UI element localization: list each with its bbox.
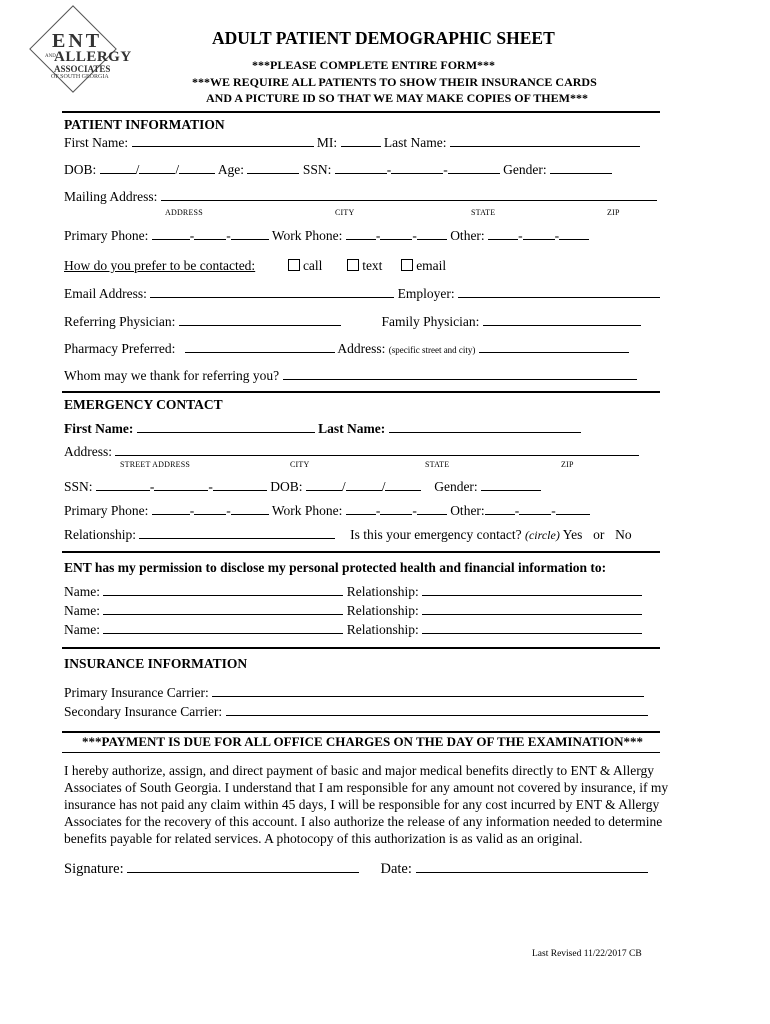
em-ssn-field-2[interactable] bbox=[154, 478, 208, 491]
em-yes-option[interactable]: Yes bbox=[562, 527, 583, 542]
signature-field[interactable] bbox=[127, 859, 359, 873]
mailing-address-field[interactable] bbox=[161, 188, 657, 201]
primary-phone-label: Primary Phone: bbox=[64, 228, 149, 243]
referring-physician-label: Referring Physician: bbox=[64, 314, 176, 329]
authorization-line: benefits payable for related services. A photocopy of this authorization is as valid as an original. bbox=[64, 831, 583, 846]
em-ssn-field-1[interactable] bbox=[96, 478, 150, 491]
row-dob: DOB: / / Age: SSN: - - Gender: bbox=[64, 161, 612, 178]
disclose-row-1 bbox=[64, 583, 642, 600]
em-gender-label: Gender: bbox=[434, 479, 478, 494]
em-relationship-label: Relationship: bbox=[64, 527, 136, 542]
email-checkbox[interactable] bbox=[401, 259, 413, 271]
last-revised-note: Last Revised 11/22/2017 CB bbox=[532, 949, 642, 959]
text-option-label: text bbox=[362, 258, 383, 273]
family-physician-field[interactable] bbox=[483, 313, 641, 326]
em-work-phone-field-3[interactable] bbox=[417, 502, 447, 515]
disclose-row-3 bbox=[64, 621, 642, 638]
disclose-name-field-1[interactable] bbox=[103, 583, 343, 596]
authorization-line: Associates for the recovery of this account. I also authorize the release of any information needed to determine bbox=[64, 814, 663, 829]
em-work-phone-label: Work Phone: bbox=[271, 503, 343, 518]
date-label: Date: bbox=[380, 861, 412, 877]
divider bbox=[62, 647, 660, 649]
divider bbox=[62, 111, 660, 113]
row-phones: Primary Phone: - - Work Phone: - - Other: - - bbox=[64, 227, 589, 244]
logo-allergy: ALLERGY bbox=[54, 49, 132, 65]
first-name-label: First Name: bbox=[64, 135, 129, 150]
ssn-field-1[interactable] bbox=[335, 161, 387, 174]
work-phone-label: Work Phone: bbox=[271, 228, 343, 243]
email-label: Email Address: bbox=[64, 286, 147, 301]
mi-field[interactable] bbox=[341, 134, 381, 147]
gender-field[interactable] bbox=[550, 161, 612, 174]
logo-and: AND bbox=[45, 54, 56, 59]
em-ssn-field-3[interactable] bbox=[213, 478, 267, 491]
other-phone-field-2[interactable] bbox=[523, 227, 555, 240]
secondary-insurance-label: Secondary Insurance Carrier: bbox=[64, 704, 223, 719]
section-heading-emergency: EMERGENCY CONTACT bbox=[64, 397, 223, 412]
row-secondary-insurance bbox=[64, 703, 648, 720]
mi-label: MI: bbox=[316, 135, 338, 150]
row-em-phones: Primary Phone: - - Work Phone: - - Other: - - bbox=[64, 502, 590, 519]
text-checkbox[interactable] bbox=[347, 259, 359, 271]
signature-label: Signature: bbox=[64, 861, 124, 877]
primary-phone-field-1[interactable] bbox=[152, 227, 190, 240]
thank-label: Whom may we thank for referring you? bbox=[64, 368, 280, 383]
em-circle-note: (circle) bbox=[524, 528, 560, 542]
primary-insurance-label: Primary Insurance Carrier: bbox=[64, 685, 209, 700]
email-option-label: email bbox=[416, 258, 447, 273]
row-mailing bbox=[64, 188, 657, 205]
divider bbox=[62, 731, 660, 733]
em-last-name-field[interactable] bbox=[389, 420, 581, 433]
mailing-address-label: Mailing Address: bbox=[64, 189, 158, 204]
row-pharmacy bbox=[64, 340, 629, 357]
em-ssn-label: SSN: bbox=[64, 479, 93, 494]
em-first-name-label: First Name: bbox=[64, 421, 134, 436]
ssn-field-2[interactable] bbox=[391, 161, 443, 174]
row-thank bbox=[64, 367, 637, 384]
em-dob-year-field[interactable] bbox=[385, 478, 421, 491]
secondary-insurance-field[interactable] bbox=[226, 703, 648, 716]
work-phone-field-3[interactable] bbox=[417, 227, 447, 240]
dob-day-field[interactable] bbox=[139, 161, 175, 174]
age-label: Age: bbox=[217, 162, 245, 177]
pharmacy-address-field[interactable] bbox=[479, 340, 629, 353]
referring-physician-field[interactable] bbox=[179, 313, 341, 326]
employer-label: Employer: bbox=[397, 286, 455, 301]
logo-ent: ENT bbox=[52, 30, 103, 52]
disclose-relationship-label: Relationship: bbox=[346, 603, 419, 618]
work-phone-field-2[interactable] bbox=[380, 227, 412, 240]
logo-associates: ASSOCIATES bbox=[54, 64, 111, 74]
payment-heading: ***PAYMENT IS DUE FOR ALL OFFICE CHARGES ON THE DAY OF THE EXAMINATION*** bbox=[82, 734, 644, 749]
em-no-option[interactable]: No bbox=[615, 527, 632, 542]
disclose-relationship-field-2[interactable] bbox=[422, 602, 642, 615]
first-name-field[interactable] bbox=[132, 134, 314, 147]
ssn-field-3[interactable] bbox=[448, 161, 500, 174]
thank-field[interactable] bbox=[283, 367, 637, 380]
row-name bbox=[64, 134, 640, 151]
row-em-name bbox=[64, 420, 581, 437]
em-relationship-field[interactable] bbox=[139, 526, 335, 539]
page-title: ADULT PATIENT DEMOGRAPHIC SHEET bbox=[212, 28, 555, 48]
primary-insurance-field[interactable] bbox=[212, 684, 644, 697]
dob-month-field[interactable] bbox=[100, 161, 136, 174]
work-phone-field-1[interactable] bbox=[346, 227, 376, 240]
disclose-row-2 bbox=[64, 602, 642, 619]
em-addr-sublabel-street: STREET ADDRESS bbox=[120, 460, 190, 469]
em-other-phone-field-2[interactable] bbox=[519, 502, 551, 515]
em-primary-phone-field-1[interactable] bbox=[152, 502, 190, 515]
primary-phone-field-3[interactable] bbox=[231, 227, 269, 240]
em-primary-phone-field-3[interactable] bbox=[231, 502, 269, 515]
em-other-phone-label: Other: bbox=[450, 503, 485, 518]
disclose-name-label: Name: bbox=[64, 622, 100, 637]
header-line-3: AND A PICTURE ID SO THAT WE MAY MAKE COPIES OF THEM*** bbox=[206, 91, 588, 105]
em-dob-day-field[interactable] bbox=[346, 478, 382, 491]
family-physician-label: Family Physician: bbox=[381, 314, 480, 329]
other-phone-field-1[interactable] bbox=[488, 227, 518, 240]
section-heading-disclose: ENT has my permission to disclose my personal protected health and financial information to: bbox=[64, 560, 607, 575]
dob-label: DOB: bbox=[64, 162, 97, 177]
last-name-label: Last Name: bbox=[383, 135, 447, 150]
disclose-name-field-2[interactable] bbox=[103, 602, 343, 615]
email-field[interactable] bbox=[150, 285, 394, 298]
authorization-line: I hereby authorize, assign, and direct payment of basic and major medical benefits directly to ENT & Allergy bbox=[64, 763, 654, 778]
payment-heading-underline bbox=[62, 752, 660, 753]
disclose-name-label: Name: bbox=[64, 603, 100, 618]
disclose-name-label: Name: bbox=[64, 584, 100, 599]
row-email bbox=[64, 285, 660, 302]
disclose-relationship-field-3[interactable] bbox=[422, 621, 642, 634]
row-primary-insurance bbox=[64, 684, 644, 701]
primary-phone-field-2[interactable] bbox=[194, 227, 226, 240]
disclose-name-field-3[interactable] bbox=[103, 621, 343, 634]
em-first-name-field[interactable] bbox=[137, 420, 315, 433]
pharmacy-label: Pharmacy Preferred: bbox=[64, 341, 176, 356]
date-field[interactable] bbox=[416, 859, 648, 873]
call-option-label: call bbox=[302, 258, 323, 273]
authorization-line: Associates of South Georgia. I understand that I am responsible for any amount not covered by insurance, if my bbox=[64, 780, 669, 795]
em-addr-sublabel-zip: ZIP bbox=[561, 460, 574, 469]
row-contact-pref bbox=[64, 258, 446, 274]
ssn-label: SSN: bbox=[302, 162, 332, 177]
contact-pref-label: How do you prefer to be contacted: bbox=[64, 258, 256, 273]
section-heading-patient: PATIENT INFORMATION bbox=[64, 117, 225, 132]
em-addr-sublabel-city: CITY bbox=[290, 460, 310, 469]
other-phone-field-3[interactable] bbox=[559, 227, 589, 240]
row-physicians bbox=[64, 313, 641, 330]
em-work-phone-field-2[interactable] bbox=[380, 502, 412, 515]
em-last-name-label: Last Name: bbox=[318, 421, 386, 436]
header-line-1: ***PLEASE COMPLETE ENTIRE FORM*** bbox=[252, 58, 496, 72]
em-address-field[interactable] bbox=[115, 443, 639, 456]
em-dob-label: DOB: bbox=[270, 479, 303, 494]
authorization-paragraph bbox=[64, 762, 668, 847]
addr-sublabel-zip: ZIP bbox=[607, 208, 620, 217]
pharmacy-address-label: Address: bbox=[337, 341, 386, 356]
divider bbox=[62, 551, 660, 553]
em-confirm-question: Is this your emergency contact? bbox=[350, 527, 522, 542]
call-checkbox[interactable] bbox=[288, 259, 300, 271]
row-em-ssn: SSN: - - DOB: / / Gender: bbox=[64, 478, 541, 495]
pharmacy-field[interactable] bbox=[185, 340, 335, 353]
disclose-relationship-field-1[interactable] bbox=[422, 583, 642, 596]
disclose-relationship-label: Relationship: bbox=[346, 622, 419, 637]
authorization-line: insurance has not paid any claim within 45 days, I will be responsible for any cost incurred by ENT & Allergy bbox=[64, 797, 660, 812]
gender-label: Gender: bbox=[503, 162, 547, 177]
pharmacy-address-note: (specific street and city) bbox=[388, 345, 476, 355]
em-primary-phone-label: Primary Phone: bbox=[64, 503, 149, 518]
em-address-label: Address: bbox=[64, 444, 112, 459]
em-other-phone-field-1[interactable] bbox=[485, 502, 515, 515]
dob-year-field[interactable] bbox=[179, 161, 215, 174]
employer-field[interactable] bbox=[458, 285, 660, 298]
age-field[interactable] bbox=[247, 161, 299, 174]
other-phone-label: Other: bbox=[450, 228, 485, 243]
addr-sublabel-state: STATE bbox=[471, 208, 496, 217]
em-addr-sublabel-state: STATE bbox=[425, 460, 450, 469]
em-primary-phone-field-2[interactable] bbox=[194, 502, 226, 515]
logo-georgia: OF SOUTH GEORGIA bbox=[51, 74, 109, 80]
em-dob-month-field[interactable] bbox=[306, 478, 342, 491]
em-or-text: or bbox=[593, 527, 605, 542]
addr-sublabel-city: CITY bbox=[335, 208, 355, 217]
row-signature bbox=[64, 859, 648, 878]
addr-sublabel-address: ADDRESS bbox=[165, 208, 203, 217]
section-heading-insurance: INSURANCE INFORMATION bbox=[64, 656, 248, 671]
em-other-phone-field-3[interactable] bbox=[556, 502, 590, 515]
em-work-phone-field-1[interactable] bbox=[346, 502, 376, 515]
last-name-field[interactable] bbox=[450, 134, 640, 147]
header-line-2: ***WE REQUIRE ALL PATIENTS TO SHOW THEIR INSURANCE CARDS bbox=[192, 75, 597, 89]
row-em-address bbox=[64, 443, 639, 460]
disclose-relationship-label: Relationship: bbox=[346, 584, 419, 599]
em-gender-field[interactable] bbox=[481, 478, 541, 491]
divider bbox=[62, 391, 660, 393]
row-em-relationship bbox=[64, 526, 632, 543]
